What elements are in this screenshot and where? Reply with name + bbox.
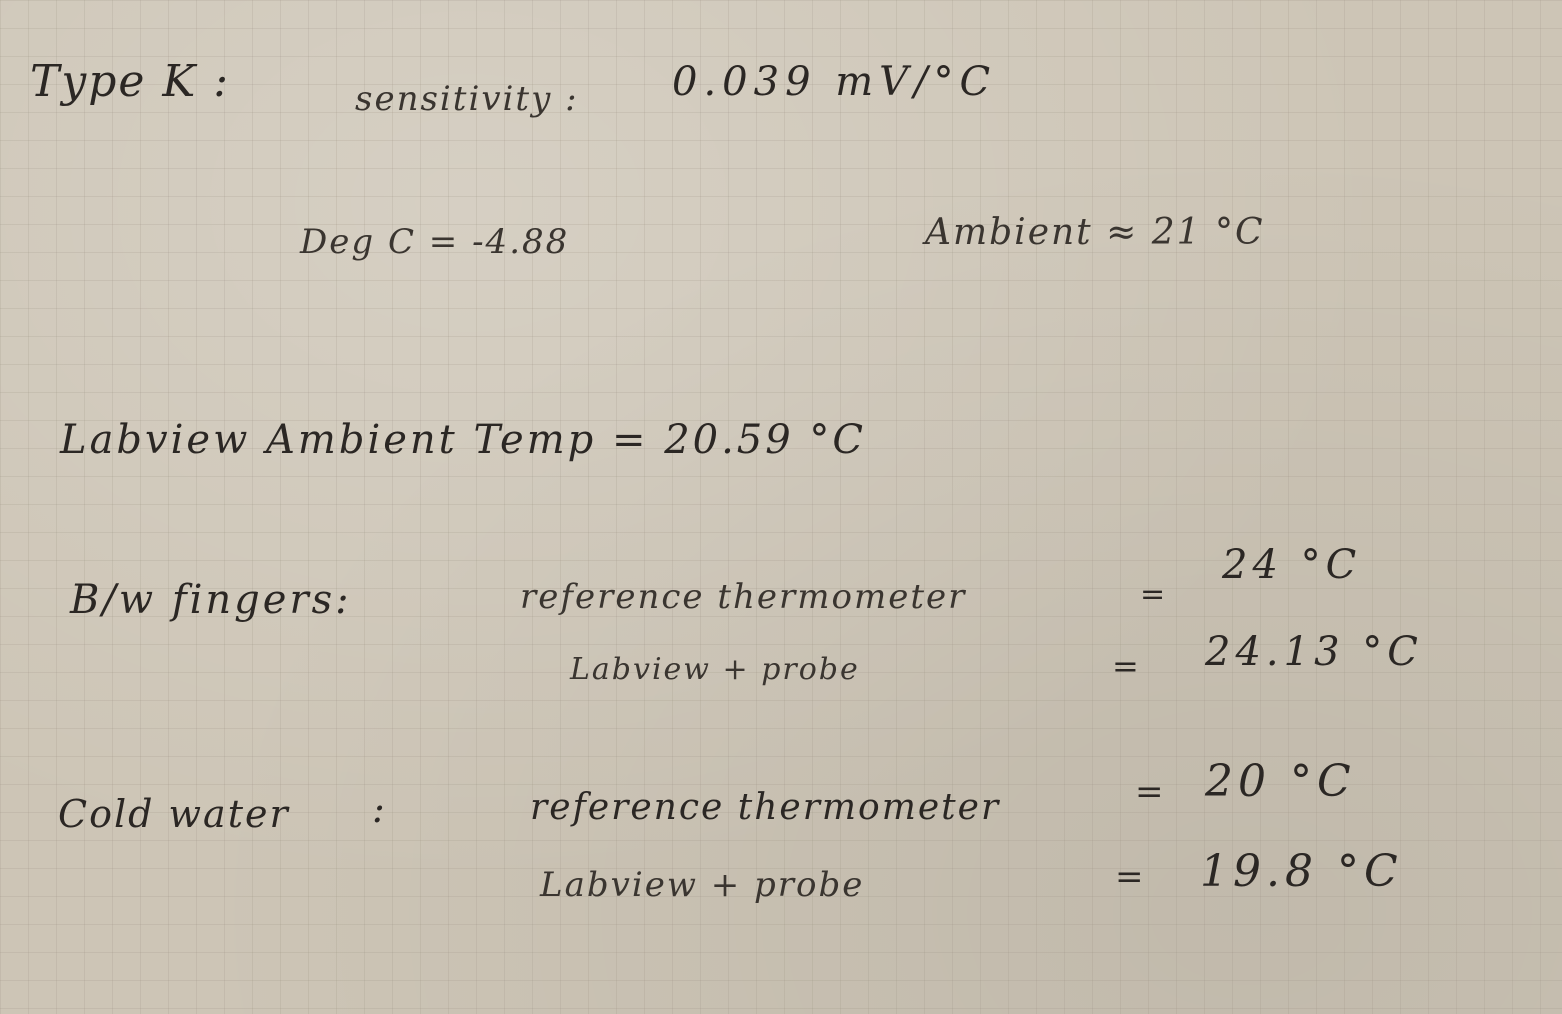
- fingers-reference-equals: =: [1140, 577, 1168, 612]
- fingers-probe-value: 24.13 °C: [1205, 629, 1423, 675]
- fingers-probe-equals: =: [1112, 647, 1141, 685]
- fingers-probe-label: Labview + probe: [570, 652, 860, 687]
- fingers-reference-value: 24 °C: [1222, 542, 1362, 588]
- sensitivity-label: sensitivity :: [355, 79, 579, 119]
- deg-c-value: Deg C = -4.88: [300, 222, 570, 262]
- fingers-reference-label: reference thermometer: [520, 577, 967, 617]
- cold-probe-value: 19.8 °C: [1200, 846, 1403, 897]
- fingers-label: B/w fingers:: [70, 577, 352, 623]
- cold-reference-value: 20 °C: [1205, 756, 1356, 807]
- cold-water-label: Cold water: [58, 792, 290, 836]
- cold-water-colon: :: [372, 787, 387, 831]
- cold-probe-label: Labview + probe: [540, 865, 865, 905]
- type-k-label: Type K :: [30, 56, 231, 107]
- cold-reference-label: reference thermometer: [530, 787, 1001, 828]
- cold-probe-equals: =: [1115, 857, 1146, 897]
- sensitivity-value: 0.039 mV/°C: [672, 59, 997, 105]
- cold-reference-equals: =: [1135, 772, 1166, 812]
- ambient-estimate: Ambient ≈ 21 °C: [925, 212, 1265, 253]
- labview-ambient-temp: Labview Ambient Temp = 20.59 °C: [60, 417, 867, 463]
